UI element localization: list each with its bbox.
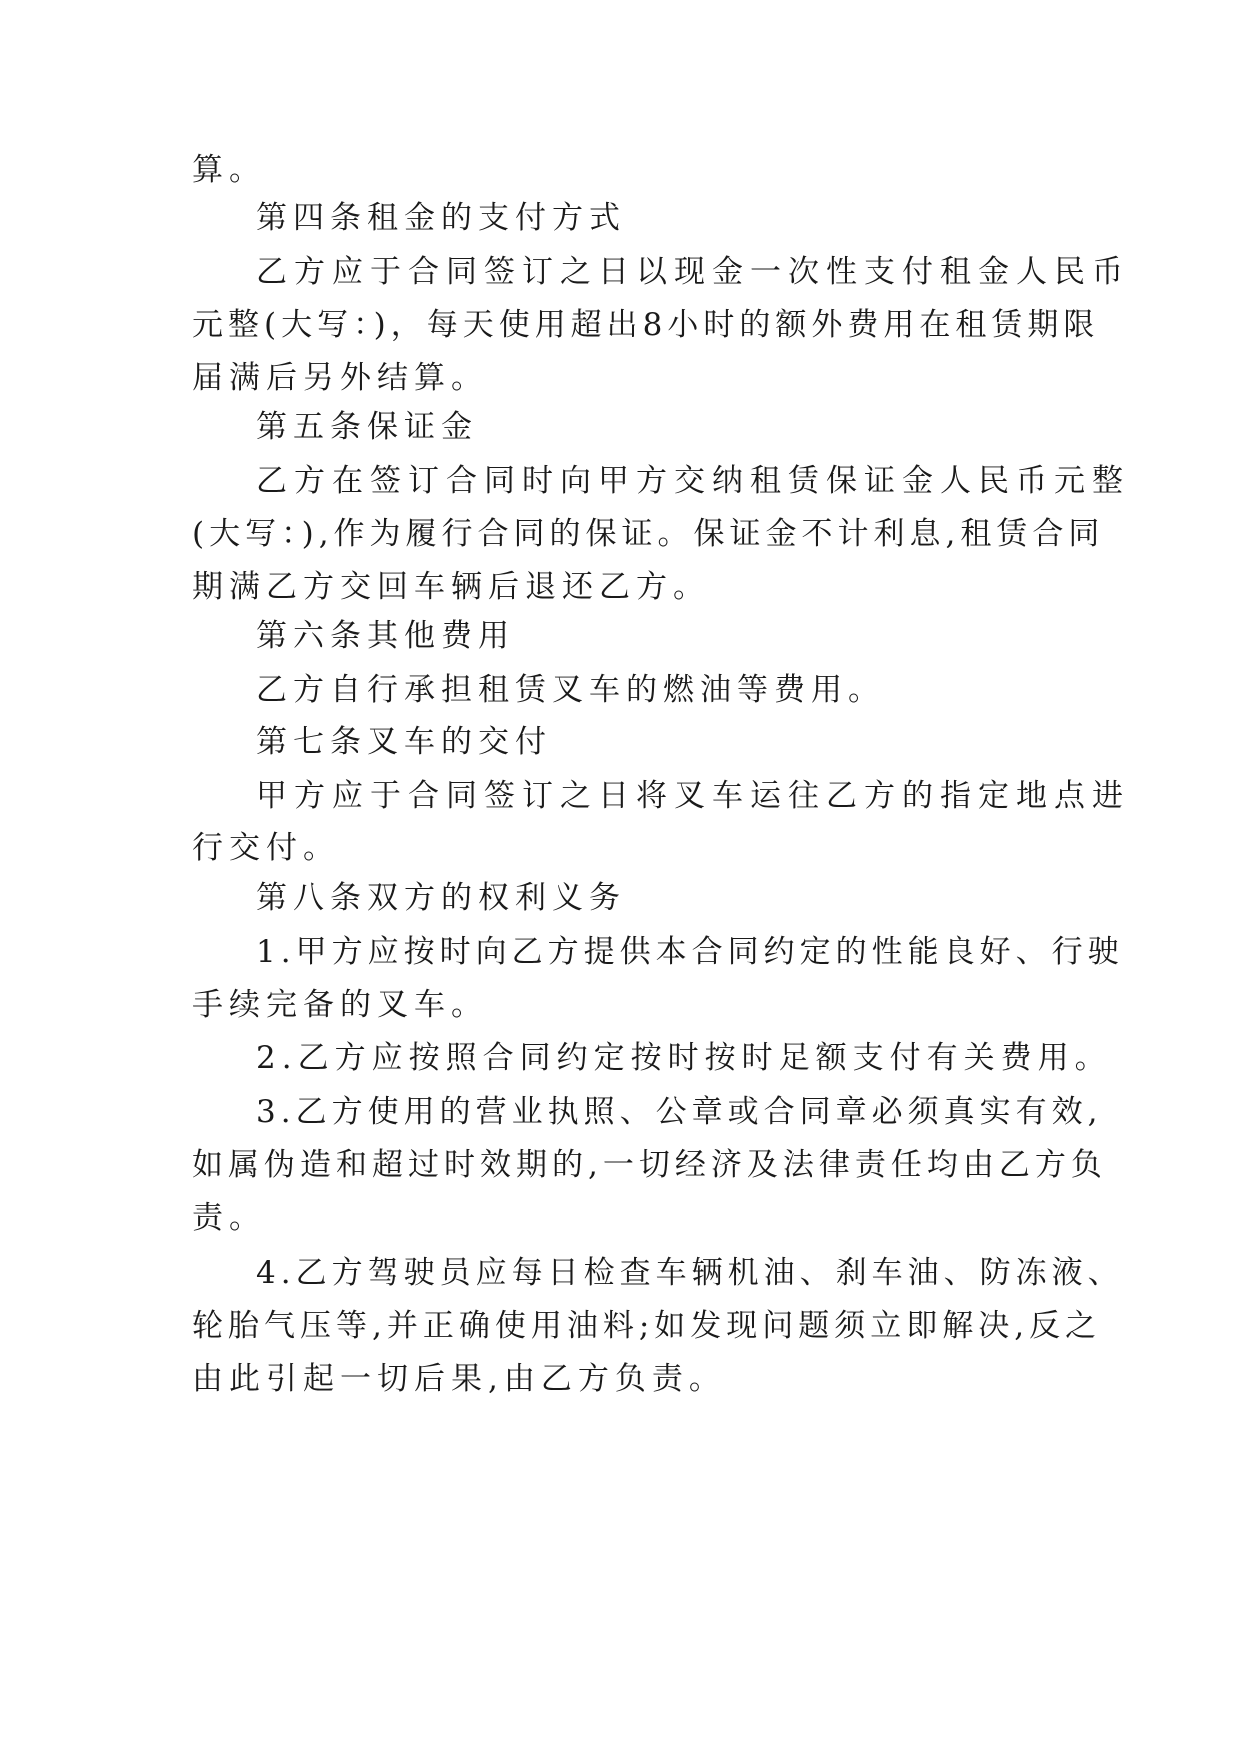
list-item-2: 2.乙方应按照合同约定按时按时足额支付有关费用。	[256, 1040, 1112, 1076]
paragraph-line: 由此引起一切后果,由乙方负责。	[192, 1361, 726, 1397]
paragraph-line: 甲方应于合同签订之日将叉车运往乙方的指定地点进	[256, 778, 1130, 814]
paragraph-line: 行交付。	[192, 830, 340, 866]
section-heading-article-8: 第八条双方的权利义务	[256, 880, 626, 916]
paragraph-line: 乙方应于合同签订之日以现金一次性支付租金人民币	[256, 254, 1130, 290]
list-item-1: 1.甲方应按时向乙方提供本合同约定的性能良好、行驶	[256, 934, 1124, 970]
section-heading-article-7: 第七条叉车的交付	[256, 724, 552, 760]
paragraph-line: 乙方在签订合同时向甲方交纳租赁保证金人民币元整	[256, 463, 1130, 499]
section-heading-article-6: 第六条其他费用	[256, 618, 515, 654]
paragraph-line: 责。	[192, 1200, 266, 1236]
text-line: 算。	[192, 152, 266, 188]
paragraph-line: (大写：),作为履行合同的保证。保证金不计利息,租赁合同	[192, 516, 1105, 552]
section-heading-article-4: 第四条租金的支付方式	[256, 200, 626, 236]
paragraph-line: 乙方自行承担租赁叉车的燃油等费用。	[256, 672, 885, 708]
list-item-3: 3.乙方使用的营业执照、公章或合同章必须真实有效,	[256, 1094, 1103, 1130]
section-heading-article-5: 第五条保证金	[256, 409, 478, 445]
paragraph-line: 如属伪造和超过时效期的,一切经济及法律责任均由乙方负	[192, 1147, 1107, 1183]
paragraph-line: 期满乙方交回车辆后退还乙方。	[192, 569, 710, 605]
list-item-4: 4.乙方驾驶员应每日检查车辆机油、刹车油、防冻液、	[256, 1255, 1124, 1291]
paragraph-line: 届满后另外结算。	[192, 360, 488, 396]
paragraph-line: 元整(大写：)，每天使用超出8小时的额外费用在租赁期限	[192, 307, 1100, 343]
paragraph-line: 轮胎气压等,并正确使用油料;如发现问题须立即解决,反之	[192, 1308, 1102, 1344]
paragraph-line: 手续完备的叉车。	[192, 987, 488, 1023]
